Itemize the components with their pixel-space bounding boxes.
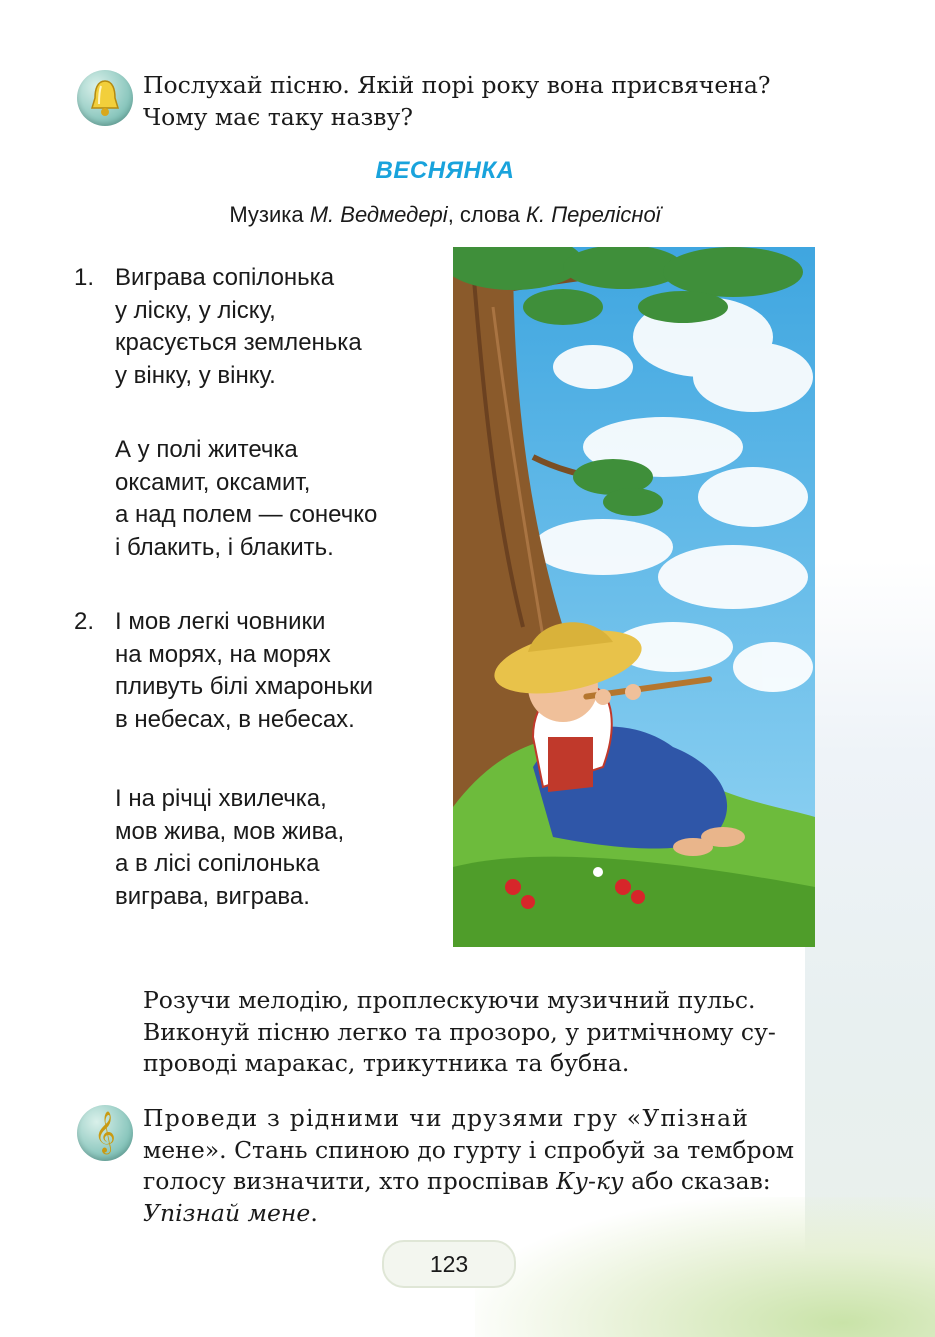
- verse-line: Виграва сопілонька: [115, 264, 335, 291]
- verse-line: в небесах, в небесах.: [115, 705, 355, 733]
- verse-line: на морях, на морях: [115, 640, 331, 668]
- verse-line: у вінку, у вінку.: [115, 361, 276, 389]
- verse-line: і блакить, і блакить.: [115, 533, 334, 561]
- task1-line: Чому має таку назву?: [143, 102, 413, 131]
- words-label: , слова: [447, 202, 527, 227]
- verse-lines: [115, 606, 373, 736]
- verse-line: І мов легкі човники: [115, 608, 326, 635]
- verse-lines: [115, 434, 377, 564]
- instruction-line: Виконуй пісню легко та прозоро, у ритмічному су-: [143, 1017, 776, 1046]
- task2-line-3: [143, 1166, 815, 1198]
- verse-line: А у полі житечка: [115, 436, 298, 463]
- verse-line: пливуть білі хмароньки: [115, 673, 374, 700]
- song-title: ВЕСНЯНКА: [375, 157, 515, 184]
- instruction-line: проводі маракас, трикутника та бубна.: [143, 1049, 630, 1077]
- task2-line-4: [143, 1198, 815, 1230]
- learning-instructions: [143, 985, 815, 1080]
- italic-upiznai-mene: Упізнай мене: [143, 1198, 311, 1227]
- composer-name: М. Ведмедері: [309, 202, 448, 227]
- bell-icon: [77, 70, 133, 126]
- lyricist-name: К. Перелісної: [526, 202, 661, 227]
- verse-number: 2.: [74, 608, 95, 635]
- page-number: 123: [382, 1240, 516, 1288]
- task2-line: мене». Стань спиною до гурту і спробуй за тембром: [143, 1135, 795, 1164]
- verse-line: виграва, виграва.: [115, 882, 310, 910]
- verse-line: І на річці хвилечка,: [115, 785, 327, 812]
- verse-line: красується земленька: [115, 329, 362, 356]
- boy-with-flute-illustration: [453, 247, 815, 957]
- verse-line: оксамит, оксамит,: [115, 468, 311, 496]
- verse-line: а в лісі сопілонька: [115, 850, 320, 877]
- verse-lines: [115, 783, 344, 913]
- italic-ku-ku: Ку-ку: [556, 1167, 624, 1195]
- verse-number: 1.: [74, 264, 95, 291]
- music-label: Музика: [229, 202, 310, 227]
- verse-line: мов жива, мов жива,: [115, 817, 345, 845]
- treble-clef-icon: 𝄞: [77, 1105, 133, 1161]
- task-guess-game: [143, 1103, 815, 1229]
- verse-lines: [115, 262, 362, 392]
- task-listen-question: [143, 70, 771, 133]
- verse-line: а над полем — сонечко: [115, 501, 378, 528]
- task2-text: .: [310, 1198, 318, 1227]
- instruction-line: Розучи мелодію, проплескуючи музичний пульс.: [143, 986, 756, 1014]
- verse-line: у ліску, у ліску,: [115, 296, 276, 324]
- task1-line: Послухай пісню. Якій порі року вона присвячена?: [143, 71, 771, 99]
- task2-text: або сказав:: [623, 1167, 771, 1195]
- task2-line: Проведи з рідними чи друзями гру «Упізнай: [143, 1104, 750, 1132]
- song-credits: [0, 202, 890, 228]
- task2-text: голосу визначити, хто проспівав: [143, 1167, 557, 1195]
